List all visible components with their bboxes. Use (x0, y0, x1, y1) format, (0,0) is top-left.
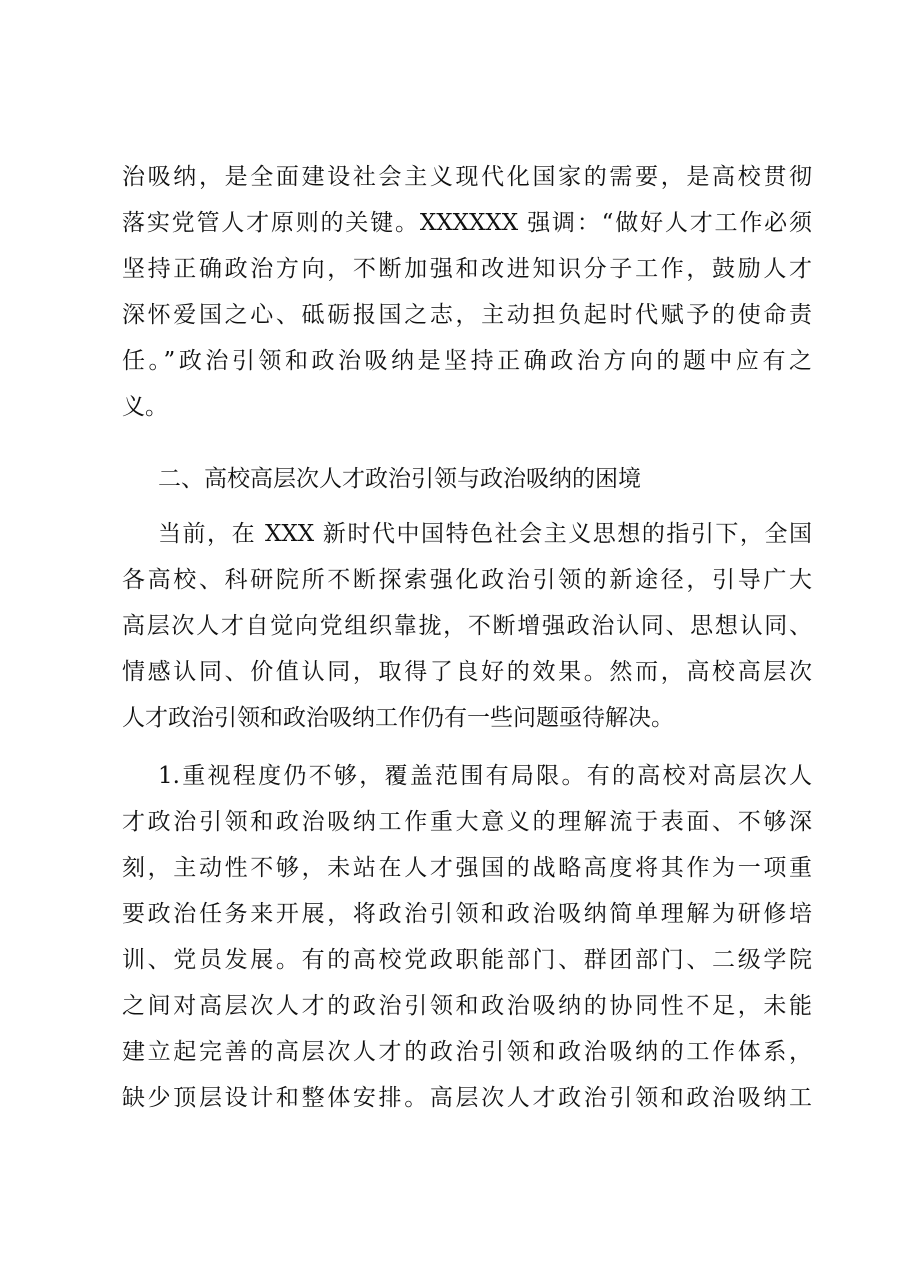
body-text-line: 义。 (122, 394, 168, 420)
body-text-line: 当前，在 XXX 新时代中国特色社会主义思想的指引下，全国 (158, 521, 812, 547)
body-text-line: 治吸纳，是全面建设社会主义现代化国家的需要，是高校贯彻 (122, 164, 812, 190)
body-text-line: 各高校、科研院所不断探索强化政治引领的新途径，引导广大 (122, 567, 812, 593)
body-text-line: 刻，主动性不够，未站在人才强国的战略高度将其作为一项重 (122, 855, 812, 881)
body-text-line: 之间对高层次人才的政治引领和政治吸纳的协同性不足，未能 (122, 993, 812, 1019)
body-text-line: 训、党员发展。有的高校党政职能部门、群团部门、二级学院 (122, 947, 812, 973)
section-heading-text: 二、高校高层次人才政治引领与政治吸纳的困境 (158, 466, 641, 492)
body-text-line: 要政治任务来开展，将政治引领和政治吸纳简单理解为研修培 (122, 901, 812, 927)
body-text-line: 缺少顶层设计和整体安排。高层次人才政治引领和政治吸纳工 (122, 1085, 812, 1111)
body-text-line: 建立起完善的高层次人才的政治引领和政治吸纳的工作体系， (122, 1039, 812, 1065)
paragraph-continuation (122, 154, 812, 430)
paragraph-point-1 (122, 753, 812, 1121)
body-text-line: 高层次人才自觉向党组织靠拢，不断增强政治认同、思想认同、 (122, 613, 812, 639)
body-text-line: 1.重视程度仍不够，覆盖范围有局限。有的高校对高层次人 (158, 763, 812, 789)
body-text-line: 落实党管人才原则的关键。XXXXXX 强调：“做好人才工作必须 (122, 210, 812, 236)
body-text-line: 人才政治引领和政治吸纳工作仍有一些问题亟待解决。 (122, 705, 674, 731)
body-text-line: 任。”政治引领和政治吸纳是坚持正确政治方向的题中应有之 (122, 348, 812, 374)
body-text-line: 情感认同、价值认同，取得了良好的效果。然而，高校高层次 (122, 659, 812, 685)
paragraph-current-situation (122, 511, 812, 741)
body-text-line: 坚持正确政治方向，不断加强和改进知识分子工作，鼓励人才 (122, 256, 812, 282)
section-heading (122, 456, 812, 502)
body-text-line: 深怀爱国之心、砥砺报国之志，主动担负起时代赋予的使命责 (122, 302, 812, 328)
body-text-line: 才政治引领和政治吸纳工作重大意义的理解流于表面、不够深 (122, 809, 812, 835)
